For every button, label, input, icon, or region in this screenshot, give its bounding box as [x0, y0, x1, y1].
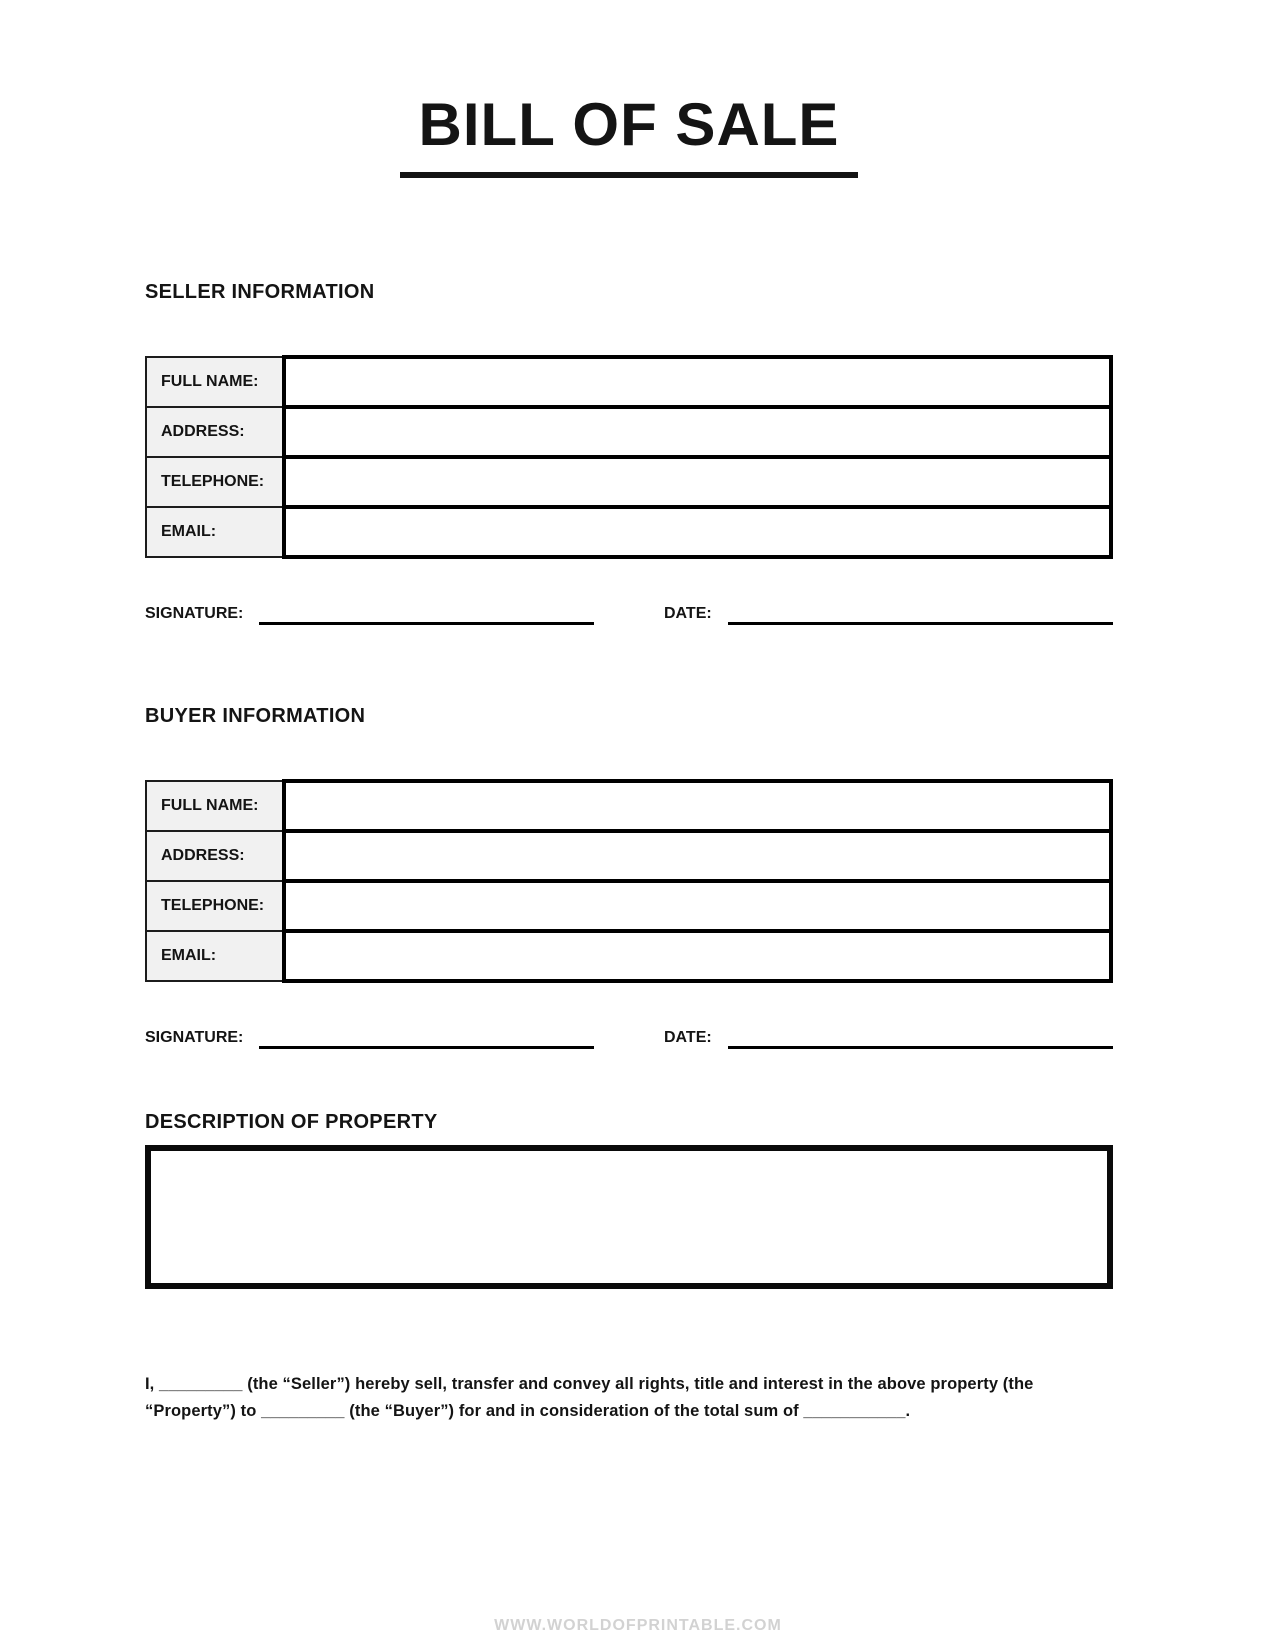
table-row [146, 457, 1111, 507]
title-underline [400, 172, 858, 178]
page-title: BILL OF SALE [418, 91, 840, 158]
buyer-signature-row [145, 1025, 1113, 1049]
field-label: TELEPHONE: [146, 881, 284, 931]
table-row [146, 781, 1111, 831]
seller-section-heading: SELLER INFORMATION [145, 281, 375, 303]
field-label: TELEPHONE: [146, 457, 284, 507]
seller-date-input[interactable] [728, 601, 1113, 625]
buyer-signature-field [145, 1025, 594, 1049]
buyer-full-name-input[interactable] [286, 783, 1109, 829]
buyer-address-input[interactable] [286, 833, 1109, 879]
seller-full-name-input[interactable] [286, 359, 1109, 405]
buyer-info-table [145, 779, 1113, 983]
seller-date-field [664, 601, 1113, 625]
field-label: EMAIL: [146, 507, 284, 557]
seller-address-input[interactable] [286, 409, 1109, 455]
seller-signature-label: SIGNATURE: [145, 605, 244, 622]
buyer-date-input[interactable] [728, 1025, 1113, 1049]
buyer-email-input[interactable] [286, 933, 1109, 979]
seller-date-label: DATE: [664, 605, 712, 622]
field-label: ADDRESS: [146, 407, 284, 457]
table-row [146, 357, 1111, 407]
table-row [146, 407, 1111, 457]
table-row [146, 507, 1111, 557]
footer-text: WWW.WORLDOFPRINTABLE.COM [494, 1617, 782, 1634]
seller-telephone-input[interactable] [286, 459, 1109, 505]
description-of-property-textarea[interactable] [145, 1145, 1113, 1289]
description-section-heading: DESCRIPTION OF PROPERTY [145, 1111, 438, 1133]
seller-signature-row [145, 601, 1113, 625]
legal-text: I, _________ (the “Seller”) hereby sell, transfer and convey all rights, title and interest in the above property (the “Property”) to _________ (the “Buyer”) for and in consideration of the total sum of ___________. [145, 1375, 1034, 1420]
seller-info-table [145, 355, 1113, 559]
buyer-section-heading: BUYER INFORMATION [145, 705, 366, 727]
buyer-date-label: DATE: [664, 1029, 712, 1046]
field-label: EMAIL: [146, 931, 284, 981]
buyer-date-field [664, 1025, 1113, 1049]
field-label: ADDRESS: [146, 831, 284, 881]
table-row [146, 881, 1111, 931]
field-label: FULL NAME: [146, 357, 284, 407]
seller-email-input[interactable] [286, 509, 1109, 555]
buyer-signature-label: SIGNATURE: [145, 1029, 244, 1046]
buyer-telephone-input[interactable] [286, 883, 1109, 929]
seller-signature-field [145, 601, 594, 625]
title-block [145, 0, 1113, 178]
field-label: FULL NAME: [146, 781, 284, 831]
table-row [146, 831, 1111, 881]
table-row [146, 931, 1111, 981]
buyer-signature-input[interactable] [259, 1025, 594, 1049]
seller-signature-input[interactable] [259, 601, 594, 625]
